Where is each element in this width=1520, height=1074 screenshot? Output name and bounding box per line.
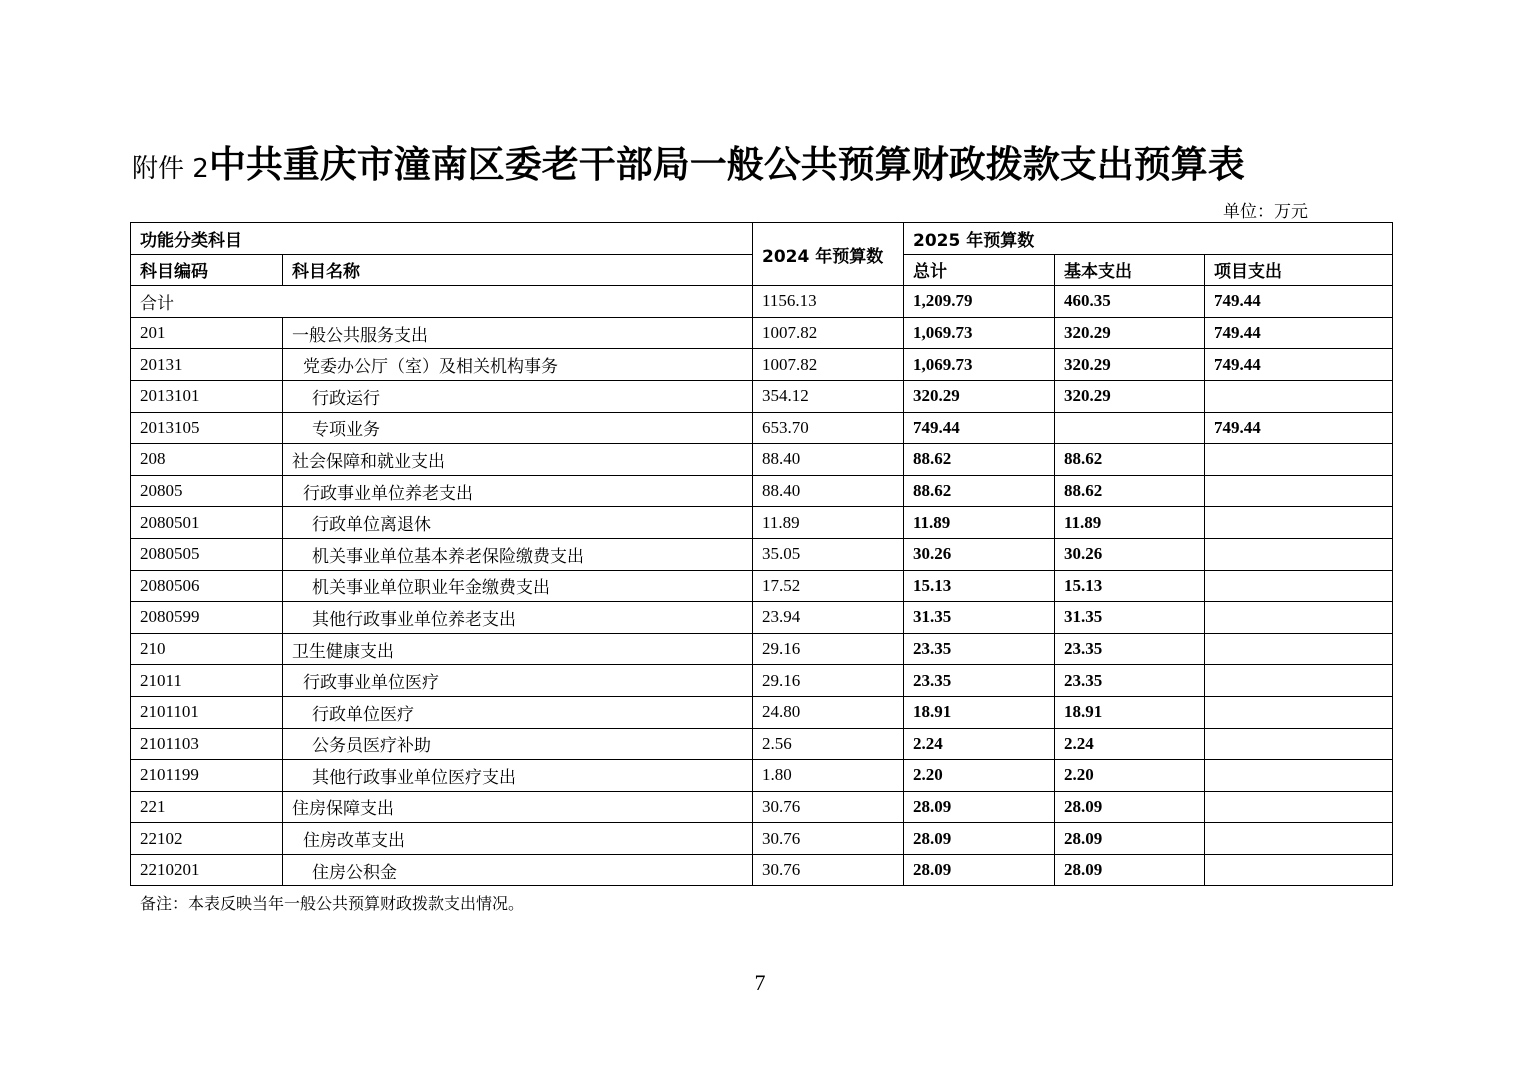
row-code: 2210201 [131,854,283,886]
row-total: 18.91 [904,696,1055,728]
row-code: 2013101 [131,380,283,412]
row-name: 机关事业单位基本养老保险缴费支出 [283,538,753,570]
row-name: 行政运行 [283,380,753,412]
row-name: 行政事业单位养老支出 [283,475,753,507]
total-basic: 460.35 [1055,286,1205,318]
row-basic: 320.29 [1055,349,1205,381]
row-code: 2080506 [131,570,283,602]
row-total: 23.35 [904,665,1055,697]
table-row [131,380,1393,412]
page-title [132,134,1432,184]
table-row [131,349,1393,381]
row-b2024: 2.56 [753,728,904,760]
footnote: 备注：本表反映当年一般公共预算财政拨款支出情况。 [140,894,525,913]
row-project [1205,823,1393,855]
row-total: 2.20 [904,760,1055,792]
row-project [1205,507,1393,539]
row-basic: 30.26 [1055,538,1205,570]
row-total: 1,069.73 [904,349,1055,381]
row-project: 749.44 [1205,349,1393,381]
row-name: 党委办公厅（室）及相关机构事务 [283,349,753,381]
row-project [1205,760,1393,792]
row-basic [1055,412,1205,444]
row-code: 2101103 [131,728,283,760]
table-row [131,475,1393,507]
row-code: 2080501 [131,507,283,539]
row-b2024: 17.52 [753,570,904,602]
table-row [131,791,1393,823]
row-basic: 11.89 [1055,507,1205,539]
row-total: 320.29 [904,380,1055,412]
row-code: 2080505 [131,538,283,570]
row-code: 210 [131,633,283,665]
row-project [1205,633,1393,665]
row-b2024: 1.80 [753,760,904,792]
table-row [131,665,1393,697]
row-project [1205,728,1393,760]
row-basic: 23.35 [1055,633,1205,665]
row-total: 28.09 [904,791,1055,823]
row-project: 749.44 [1205,317,1393,349]
total-project: 749.44 [1205,286,1393,318]
row-total: 15.13 [904,570,1055,602]
row-b2024: 29.16 [753,665,904,697]
total-label: 合计 [131,286,753,318]
row-project [1205,854,1393,886]
row-basic: 23.35 [1055,665,1205,697]
row-code: 2101199 [131,760,283,792]
page-number: 7 [754,970,766,995]
row-code: 201 [131,317,283,349]
row-basic: 18.91 [1055,696,1205,728]
row-basic: 2.24 [1055,728,1205,760]
row-b2024: 1007.82 [753,317,904,349]
row-name: 一般公共服务支出 [283,317,753,349]
row-b2024: 23.94 [753,602,904,634]
table-row [131,696,1393,728]
total-row [131,286,1393,318]
row-name: 行政单位离退休 [283,507,753,539]
row-basic: 28.09 [1055,854,1205,886]
row-b2024: 30.76 [753,791,904,823]
header-code: 科目编码 [131,254,283,286]
row-basic: 31.35 [1055,602,1205,634]
row-total: 23.35 [904,633,1055,665]
row-project [1205,570,1393,602]
row-code: 2013105 [131,412,283,444]
unit-label: 单位：万元 [1223,202,1308,222]
row-b2024: 354.12 [753,380,904,412]
row-b2024: 88.40 [753,475,904,507]
table-row [131,760,1393,792]
row-code: 221 [131,791,283,823]
table-row [131,854,1393,886]
row-name: 社会保障和就业支出 [283,444,753,476]
row-b2024: 88.40 [753,444,904,476]
table-row [131,823,1393,855]
header-total: 总计 [904,254,1055,286]
table-row [131,538,1393,570]
row-name: 卫生健康支出 [283,633,753,665]
row-total: 28.09 [904,854,1055,886]
row-name: 住房公积金 [283,854,753,886]
row-project [1205,475,1393,507]
row-b2024: 653.70 [753,412,904,444]
row-basic: 2.20 [1055,760,1205,792]
row-code: 21011 [131,665,283,697]
table-row [131,317,1393,349]
header-budget-2025: 2025 年预算数 [904,223,1393,255]
header-budget-2024: 2024 年预算数 [753,223,904,286]
row-b2024: 30.76 [753,854,904,886]
row-total: 31.35 [904,602,1055,634]
row-basic: 88.62 [1055,444,1205,476]
row-code: 208 [131,444,283,476]
row-b2024: 24.80 [753,696,904,728]
table-row [131,728,1393,760]
row-total: 2.24 [904,728,1055,760]
row-code: 2080599 [131,602,283,634]
title-prefix: 附件 2 [132,154,209,184]
row-total: 88.62 [904,444,1055,476]
table-row [131,444,1393,476]
row-name: 住房改革支出 [283,823,753,855]
row-project: 749.44 [1205,412,1393,444]
title-main: 中共重庆市潼南区委老干部局一般公共预算财政拨款支出预算表 [208,143,1245,186]
header-project: 项目支出 [1205,254,1393,286]
total-total: 1,209.79 [904,286,1055,318]
row-b2024: 11.89 [753,507,904,539]
row-basic: 88.62 [1055,475,1205,507]
row-project [1205,696,1393,728]
row-name: 机关事业单位职业年金缴费支出 [283,570,753,602]
row-b2024: 29.16 [753,633,904,665]
row-project [1205,538,1393,570]
row-basic: 320.29 [1055,317,1205,349]
row-basic: 28.09 [1055,791,1205,823]
row-project [1205,602,1393,634]
row-total: 30.26 [904,538,1055,570]
row-name: 专项业务 [283,412,753,444]
row-total: 749.44 [904,412,1055,444]
budget-table [130,222,1393,886]
header-function-category: 功能分类科目 [131,223,753,255]
row-name: 公务员医疗补助 [283,728,753,760]
row-code: 20131 [131,349,283,381]
row-name: 行政单位医疗 [283,696,753,728]
row-b2024: 30.76 [753,823,904,855]
row-b2024: 35.05 [753,538,904,570]
row-name: 住房保障支出 [283,791,753,823]
row-project [1205,380,1393,412]
row-project [1205,665,1393,697]
row-b2024: 1007.82 [753,349,904,381]
header-name: 科目名称 [283,254,753,286]
row-total: 28.09 [904,823,1055,855]
table-row [131,633,1393,665]
header-row-1 [131,223,1393,255]
table-row [131,570,1393,602]
row-basic: 28.09 [1055,823,1205,855]
row-project [1205,791,1393,823]
row-code: 20805 [131,475,283,507]
row-basic: 15.13 [1055,570,1205,602]
total-b2024: 1156.13 [753,286,904,318]
row-name: 其他行政事业单位医疗支出 [283,760,753,792]
row-code: 2101101 [131,696,283,728]
row-total: 88.62 [904,475,1055,507]
row-total: 1,069.73 [904,317,1055,349]
row-code: 22102 [131,823,283,855]
row-project [1205,444,1393,476]
header-basic: 基本支出 [1055,254,1205,286]
row-name: 其他行政事业单位养老支出 [283,602,753,634]
row-total: 11.89 [904,507,1055,539]
row-basic: 320.29 [1055,380,1205,412]
row-name: 行政事业单位医疗 [283,665,753,697]
table-row [131,507,1393,539]
table-row [131,412,1393,444]
table-row [131,602,1393,634]
